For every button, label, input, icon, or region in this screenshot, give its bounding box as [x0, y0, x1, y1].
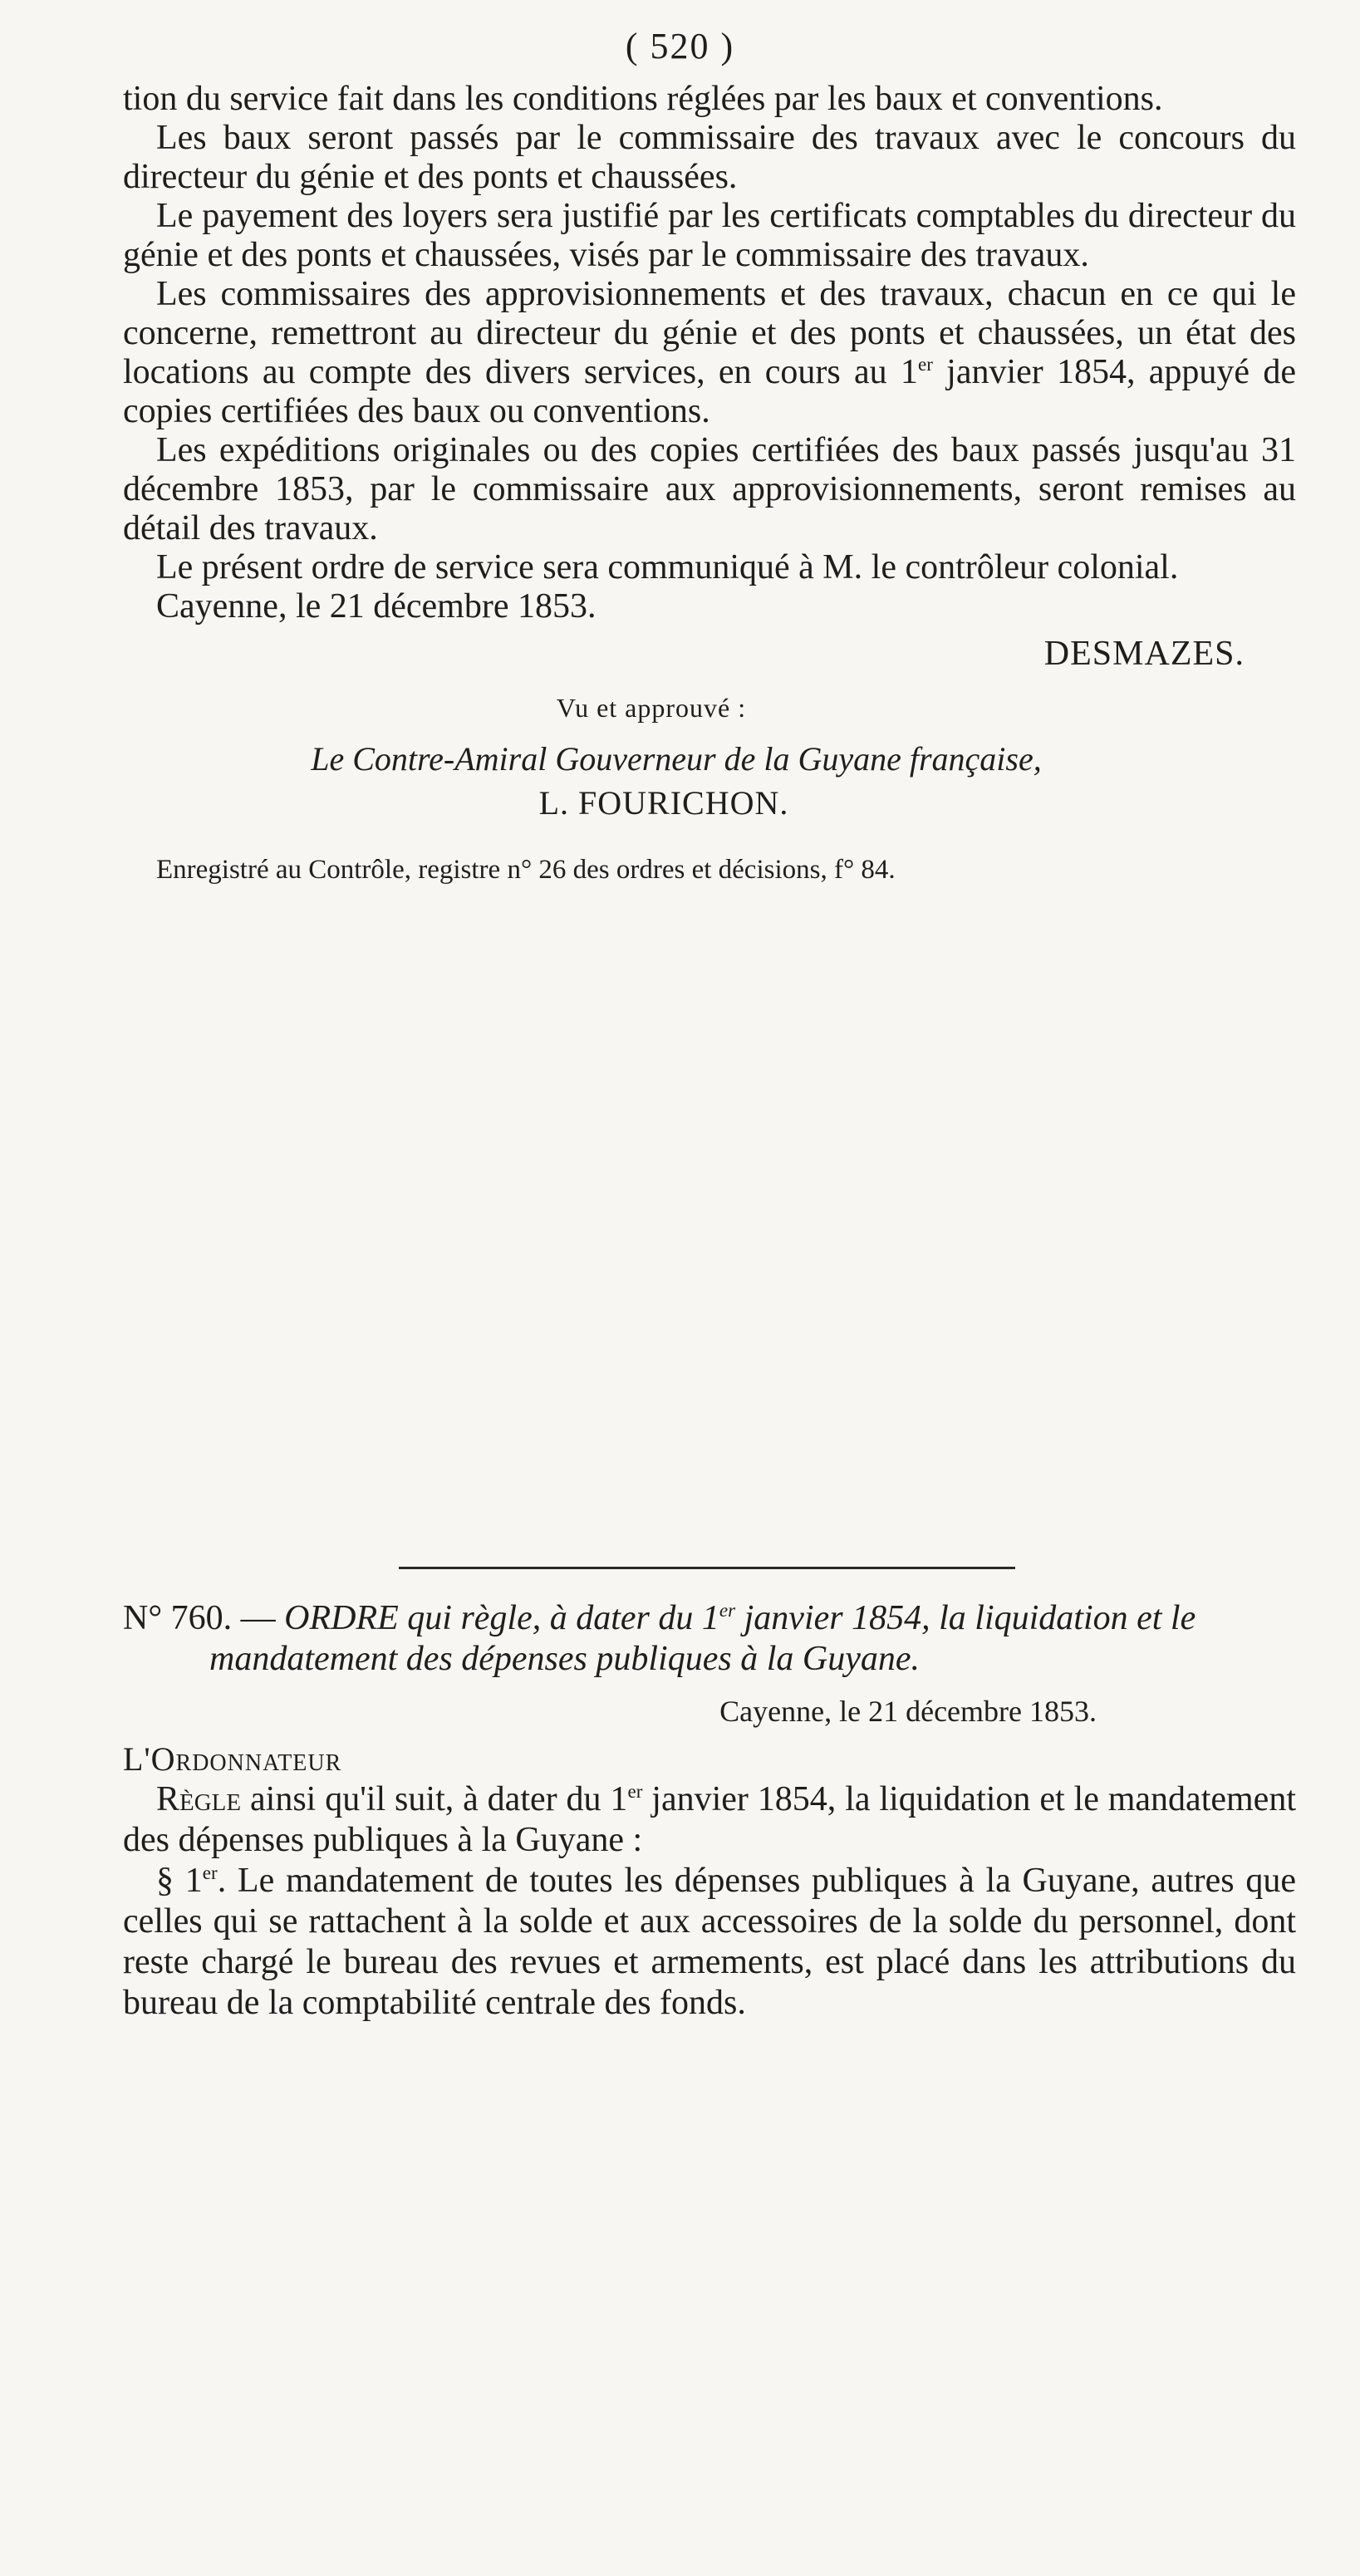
text-run: ainsi qu'il suit, à dater du 1 — [241, 1780, 628, 1818]
superscript: er — [917, 353, 933, 375]
order-continuation — [123, 80, 1296, 890]
text-run: janvier 1854, la liquidation et le mandatement des dépenses publiques à la Guyane. — [209, 1599, 1196, 1678]
order-body — [123, 1779, 1296, 2024]
approval-note: Vu et approuvé : — [556, 693, 747, 723]
paragraph: tion du service fait dans les conditions réglées par les baux et conventions. — [123, 80, 1163, 118]
new-order — [123, 1598, 1296, 2024]
paragraph: Les expéditions originales ou des copies certifiées des baux passés jusqu'au 31 décembre 1853, par le commissaire aux approvisionnements, seront remises au détail des travaux. — [123, 431, 1296, 547]
text-run: janvier 1854, appuyé de copies certifiées des baux ou conventions. — [123, 353, 1296, 430]
order-heading — [123, 1598, 1296, 1680]
superscript: er — [627, 1780, 643, 1802]
governor-title: Le Contre-Amiral Gouverneur de la Guyane française, — [311, 740, 1042, 778]
section-divider — [399, 1567, 1015, 1569]
signatory-name: DESMAZES. — [1043, 635, 1245, 673]
regle-word: Règle — [156, 1780, 242, 1818]
paragraph — [123, 1779, 1296, 1861]
order-title — [209, 1599, 1196, 1678]
order-number: N° 760. — — [123, 1599, 276, 1637]
text-run: Les commissaires des approvisionnements et des travaux, chacun en ce qui le concerne, remettront au directeur du génie et des ponts et chaussées, un état des locations au compte des divers services, en cours au 1 — [123, 275, 1296, 391]
signature-block — [123, 635, 1296, 674]
registry-note: Enregistré au Contrôle, registre n° 26 des ordres et décisions, f° 84. — [156, 855, 896, 885]
text-run: ORDRE qui règle, à dater du 1 — [284, 1599, 719, 1637]
superscript: er — [719, 1599, 736, 1621]
text-run: . Le mandatement de toutes les dépenses publiques à la Guyane, autres que celles qui se rattachent à la solde et aux accessoires de la solde du personnel, dont reste chargé le bureau des revues et armements, est placé dans les attributions du bureau de la comptabilité centrale des fonds. — [123, 1862, 1297, 2022]
order-issuer: L'Ordonnateur — [123, 1740, 342, 1778]
page-number: ( 520 ) — [625, 26, 735, 66]
article-1 — [123, 1861, 1296, 2024]
text-run: § 1 — [156, 1862, 203, 1900]
superscript: er — [202, 1862, 218, 1883]
order-date: Cayenne, le 21 décembre 1853. — [719, 1695, 1097, 1728]
paragraph: Le présent ordre de service sera communiqué à M. le contrôleur colonial. — [156, 548, 1179, 586]
text-run: janvier 1854, la liquidation et le mandatement des dépenses publiques à la Guyane : — [123, 1780, 1296, 1859]
governor-name: L. FOURICHON. — [538, 784, 789, 822]
paragraph — [123, 275, 1296, 431]
paragraph: Le payement des loyers sera justifié par les certificats comptables du directeur du génie et des ponts et chaussées, visés par le commissaire des travaux. — [123, 197, 1296, 274]
dateline: Cayenne, le 21 décembre 1853. — [156, 587, 597, 626]
paragraph: Les baux seront passés par le commissaire des travaux avec le concours du directeur du génie et des ponts et chaussées. — [123, 119, 1296, 196]
